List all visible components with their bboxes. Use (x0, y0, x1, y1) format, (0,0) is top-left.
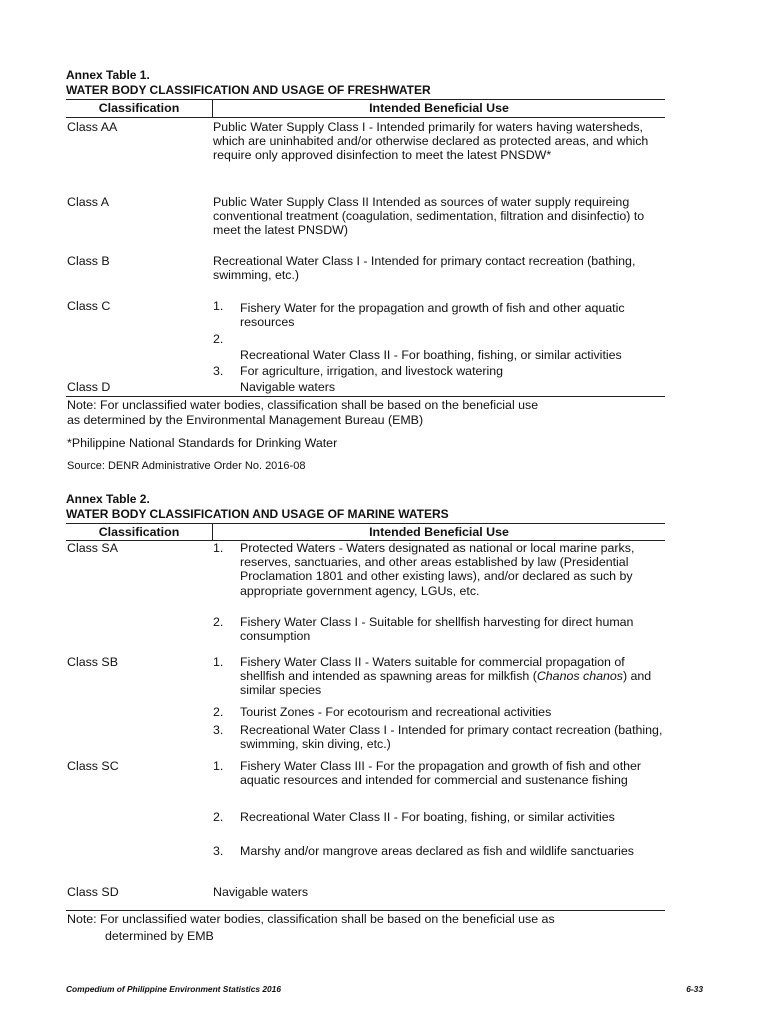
table2-sb-num-2: 2. (213, 705, 224, 719)
table1-use-a: Public Water Supply Class II Intended as sources of water supply requireing conventional treatment (coagulation, sedimentation, filtration and disinfectio) to meet the latest PNSDW) (213, 195, 645, 238)
table1-class-a: Class A (67, 195, 110, 209)
table2-sb-num-1: 1. (213, 655, 224, 669)
table2-header-classification: Classification (98, 525, 180, 539)
table2-sb-item-1 (240, 655, 665, 698)
table2-sc-num-1: 1. (213, 759, 224, 773)
table2-class-sb: Class SB (67, 655, 118, 669)
table2-class-sc: Class SC (67, 759, 119, 773)
table2-class-sd: Class SD (67, 885, 119, 899)
table1-note-line2: as determined by the Environmental Management Bureau (EMB) (67, 413, 424, 427)
table1-c-num-1: 1. (213, 299, 224, 313)
table1-header-rule (66, 117, 665, 118)
table2-sb-item-1-text-after: ) and similar species (240, 669, 652, 698)
table1-footnote: *Philippine National Standards for Drinking Water (67, 436, 338, 450)
table2-bottom-rule (66, 910, 665, 911)
table2-note-line1: Note: For unclassified water bodies, classification shall be based on the beneficial use as (67, 912, 555, 926)
table1-header-classification: Classification (98, 101, 180, 115)
table1-label: Annex Table 1. (66, 68, 150, 82)
table2-title: WATER BODY CLASSIFICATION AND USAGE OF MARINE WATERS (66, 507, 449, 521)
table2-header-use: Intended Beneficial Use (369, 525, 509, 539)
table1-c-item-2: Recreational Water Class II - For boathing, fishing, or similar activities (240, 348, 622, 362)
table2-use-sd: Navigable waters (213, 885, 309, 899)
table1-class-aa: Class AA (67, 120, 118, 134)
table2-sb-num-3: 3. (213, 723, 224, 737)
table1-class-b: Class B (67, 254, 110, 268)
table1-class-c: Class C (67, 299, 111, 313)
table2-sa-num-2: 2. (213, 615, 224, 629)
table2-label: Annex Table 2. (66, 492, 150, 506)
table1-header-use: Intended Beneficial Use (369, 101, 509, 115)
table2-sc-num-3: 3. (213, 844, 224, 858)
table2-sb-item-1-text-before: Fishery Water Class II - Waters suitable for commercial propagation of shellfish and intended as spawning areas for milkfish ( (240, 655, 625, 684)
table2-sb-item-3: Recreational Water Class I - Intended for primary contact recreation (bathing, swimming, skin diving, etc.) (240, 723, 663, 752)
table1-c-item-1: Fishery Water for the propagation and growth of fish and other aquatic resources (240, 301, 625, 330)
table2-sa-num-1: 1. (213, 541, 224, 555)
table2-sa-item-1: Protected Waters - Waters designated as national or local marine parks, reserves, sanctuaries, and other areas established by law (Presidential Proclamation 1801 and other existing laws), and/or declared as such by appropriate government agency, LGUs, etc. (240, 541, 635, 598)
table2-sb-item-1-italic: Chanos chanos (536, 669, 623, 684)
table2-sc-item-2: Recreational Water Class II - For boating, fishing, or similar activities (240, 810, 615, 824)
table2-class-sa: Class SA (67, 541, 118, 555)
table2-sc-item-3: Marshy and/or mangrove areas declared as fish and wildlife sanctuaries (240, 844, 634, 858)
table1-title: WATER BODY CLASSIFICATION AND USAGE OF FRESHWATER (66, 83, 431, 97)
footer-publication: Compedium of Philippine Environment Statistics 2016 (66, 984, 281, 994)
table2-sc-item-1: Fishery Water Class III - For the propagation and growth of fish and other aquatic resources and intended for commercial and sustenance fishing (240, 759, 642, 788)
table1-class-d: Class D (67, 380, 111, 394)
table1-use-d: Navigable waters (240, 380, 336, 394)
table1-c-num-2: 2. (213, 332, 224, 346)
table1-use-b: Recreational Water Class I - Intended for primary contact recreation (bathing, swimming, etc.) (213, 254, 636, 283)
table1-c-item-3: For agriculture, irrigation, and livestock watering (240, 364, 504, 378)
footer-page-number: 6-33 (686, 984, 703, 994)
table2-sc-num-2: 2. (213, 810, 224, 824)
table1-use-aa: Public Water Supply Class I - Intended primarily for waters having watersheds, which are uninhabited and/or otherwise declared as protected areas, and which require only approved disinfection to meet the latest PNSDW* (213, 120, 649, 163)
table2-sb-item-2: Tourist Zones - For ecotourism and recreational activities (240, 705, 552, 719)
table1-c-num-3: 3. (213, 364, 224, 378)
table2-top-rule (66, 523, 665, 524)
table2-note-line2: determined by EMB (105, 929, 214, 943)
table1-top-rule (66, 99, 665, 100)
table2-sa-item-2: Fishery Water Class I - Suitable for shellfish harvesting for direct human consumption (240, 615, 634, 644)
table1-source: Source: DENR Administrative Order No. 2016-08 (67, 460, 306, 472)
table1-bottom-rule (66, 396, 665, 397)
table1-note-line1: Note: For unclassified water bodies, classification shall be based on the beneficial use (67, 398, 539, 412)
